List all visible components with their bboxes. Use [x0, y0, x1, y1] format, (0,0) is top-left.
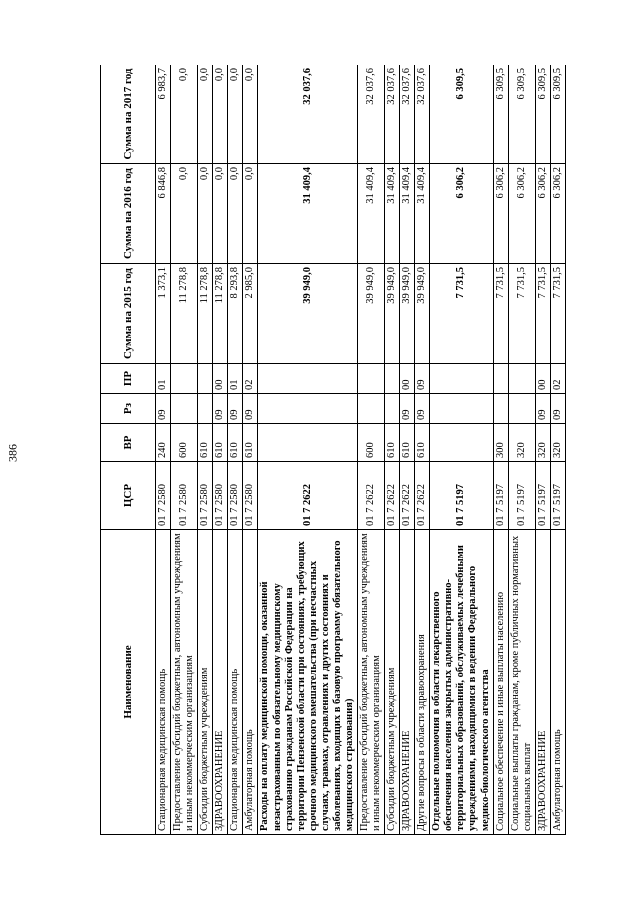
- cell-vr: 600: [171, 424, 198, 462]
- cell-csr: 01 7 2622: [258, 462, 358, 530]
- cell-csr: 01 7 2580: [198, 462, 213, 530]
- header-csr: ЦСР: [101, 462, 156, 530]
- table-row: [213, 65, 228, 835]
- cell-vr: 240: [156, 424, 171, 462]
- header-sum-2017: Сумма на 2017 год: [101, 65, 156, 164]
- cell-sum-2016: 31 409,4: [258, 164, 358, 264]
- table-row: [198, 65, 213, 835]
- table-row: [385, 65, 400, 835]
- cell-vr: 610: [243, 424, 258, 462]
- cell-name: Другие вопросы в области здравоохранения: [415, 530, 430, 835]
- cell-vr: 600: [357, 424, 384, 462]
- table-row: [430, 65, 493, 835]
- cell-sum-2016: 6 306,2: [550, 164, 565, 264]
- cell-rz: [430, 394, 493, 424]
- cell-sum-2017: 32 037,6: [415, 65, 430, 164]
- header-rz: Рз: [101, 394, 156, 424]
- cell-pr: 00: [535, 364, 550, 394]
- cell-csr: 01 7 5197: [535, 462, 550, 530]
- cell-sum-2016: 31 409,4: [415, 164, 430, 264]
- cell-name: Расходы на оплату медицинской помощи, оказанной незастрахованным по обязательному медицинскому страхованию гражданам Российской Федерации на территории Пензенской области при состояниях, требующих срочного медицинского вмешательства (при несчастных случаях, травмах, отравлениях и других состояниях и заболеваниях, входящих в базовую программу обязательного медицинского страхования): [258, 530, 358, 835]
- cell-rz: 09: [228, 394, 243, 424]
- cell-sum-2017: 6 309,5: [550, 65, 565, 164]
- cell-csr: 01 7 5197: [508, 462, 535, 530]
- cell-name: Предоставление субсидий бюджетным, автономным учреждениям и иным некоммерческим организациям: [357, 530, 384, 835]
- cell-sum-2016: 6 306,2: [508, 164, 535, 264]
- cell-sum-2017: 0,0: [198, 65, 213, 164]
- cell-pr: [258, 364, 358, 394]
- cell-csr: 01 7 5197: [493, 462, 508, 530]
- cell-sum-2016: 6 306,2: [535, 164, 550, 264]
- cell-name: Социальные выплаты гражданам, кроме публичных нормативных социальных выплат: [508, 530, 535, 835]
- table-row: [156, 65, 171, 835]
- cell-csr: 01 7 2580: [171, 462, 198, 530]
- cell-vr: 610: [198, 424, 213, 462]
- cell-csr: 01 7 2622: [385, 462, 400, 530]
- cell-vr: 320: [535, 424, 550, 462]
- cell-rz: 09: [213, 394, 228, 424]
- cell-sum-2015: 7 731,5: [550, 264, 565, 364]
- cell-sum-2017: 32 037,6: [357, 65, 384, 164]
- cell-sum-2017: 6 309,5: [430, 65, 493, 164]
- page-number: 386: [5, 443, 20, 462]
- cell-sum-2015: 7 731,5: [535, 264, 550, 364]
- cell-pr: [198, 364, 213, 394]
- cell-sum-2017: 32 037,6: [258, 65, 358, 164]
- cell-sum-2017: 6 983,7: [156, 65, 171, 164]
- cell-pr: [171, 364, 198, 394]
- cell-pr: [430, 364, 493, 394]
- cell-vr: 610: [400, 424, 415, 462]
- table-row: [357, 65, 384, 835]
- cell-pr: 01: [156, 364, 171, 394]
- cell-rz: 09: [400, 394, 415, 424]
- budget-table: [100, 65, 566, 835]
- cell-sum-2016: 0,0: [171, 164, 198, 264]
- table-row: [243, 65, 258, 835]
- cell-name: Субсидии бюджетным учреждениям: [198, 530, 213, 835]
- cell-vr: 610: [213, 424, 228, 462]
- cell-name: Социальное обеспечение и иные выплаты населению: [493, 530, 508, 835]
- cell-sum-2016: 31 409,4: [385, 164, 400, 264]
- cell-name: Амбулаторная помощь: [550, 530, 565, 835]
- cell-sum-2016: 0,0: [198, 164, 213, 264]
- cell-vr: [258, 424, 358, 462]
- header-pr: ПР: [101, 364, 156, 394]
- cell-pr: [508, 364, 535, 394]
- table-row: [550, 65, 565, 835]
- cell-pr: 02: [550, 364, 565, 394]
- table-row: [400, 65, 415, 835]
- cell-sum-2015: 39 949,0: [258, 264, 358, 364]
- cell-sum-2016: 31 409,4: [357, 164, 384, 264]
- cell-sum-2015: 1 373,1: [156, 264, 171, 364]
- cell-name: ЗДРАВООХРАНЕНИЕ: [535, 530, 550, 835]
- cell-name: ЗДРАВООХРАНЕНИЕ: [213, 530, 228, 835]
- cell-pr: [493, 364, 508, 394]
- header-name: Наименование: [101, 530, 156, 835]
- table-row: [415, 65, 430, 835]
- cell-vr: 610: [228, 424, 243, 462]
- table-header-row: [101, 65, 156, 835]
- cell-sum-2016: 0,0: [243, 164, 258, 264]
- cell-pr: [357, 364, 384, 394]
- table-row: [508, 65, 535, 835]
- cell-rz: 09: [550, 394, 565, 424]
- cell-vr: 300: [493, 424, 508, 462]
- cell-csr: 01 7 2622: [415, 462, 430, 530]
- cell-sum-2016: 0,0: [213, 164, 228, 264]
- cell-rz: 09: [535, 394, 550, 424]
- cell-rz: [258, 394, 358, 424]
- table-row: [535, 65, 550, 835]
- cell-csr: 01 7 2580: [228, 462, 243, 530]
- cell-rz: [357, 394, 384, 424]
- cell-sum-2017: 6 309,5: [508, 65, 535, 164]
- cell-name: Стационарная медицинская помощь: [156, 530, 171, 835]
- cell-sum-2017: 32 037,6: [385, 65, 400, 164]
- cell-sum-2017: 0,0: [213, 65, 228, 164]
- cell-csr: 01 7 2622: [400, 462, 415, 530]
- cell-sum-2017: 6 309,5: [493, 65, 508, 164]
- cell-rz: [171, 394, 198, 424]
- cell-name: Отдельные полномочия в области лекарственного обеспечения населения закрытых административно-территориальных образований, обслуживаемых лечебными учреждениями, находящимися в ведении Федерального медико-биологического агентства: [430, 530, 493, 835]
- cell-rz: 09: [415, 394, 430, 424]
- cell-vr: 610: [415, 424, 430, 462]
- cell-rz: 09: [243, 394, 258, 424]
- cell-vr: 320: [508, 424, 535, 462]
- cell-pr: [385, 364, 400, 394]
- cell-pr: 02: [243, 364, 258, 394]
- cell-csr: 01 7 2580: [243, 462, 258, 530]
- cell-sum-2015: 11 278,8: [198, 264, 213, 364]
- cell-sum-2016: 6 306,2: [493, 164, 508, 264]
- cell-sum-2015: 7 731,5: [430, 264, 493, 364]
- cell-sum-2015: 39 949,0: [385, 264, 400, 364]
- cell-csr: 01 7 2580: [213, 462, 228, 530]
- cell-pr: 00: [400, 364, 415, 394]
- cell-vr: [430, 424, 493, 462]
- cell-sum-2015: 39 949,0: [357, 264, 384, 364]
- table-row: [228, 65, 243, 835]
- cell-pr: 00: [213, 364, 228, 394]
- cell-csr: 01 7 5197: [550, 462, 565, 530]
- cell-name: Стационарная медицинская помощь: [228, 530, 243, 835]
- cell-sum-2015: 2 985,0: [243, 264, 258, 364]
- cell-csr: 01 7 5197: [430, 462, 493, 530]
- cell-vr: 320: [550, 424, 565, 462]
- cell-sum-2017: 0,0: [243, 65, 258, 164]
- cell-sum-2017: 6 309,5: [535, 65, 550, 164]
- table-row: [493, 65, 508, 835]
- cell-name: Амбулаторная помощь: [243, 530, 258, 835]
- table-row: [258, 65, 358, 835]
- cell-sum-2015: 8 293,8: [228, 264, 243, 364]
- cell-rz: [508, 394, 535, 424]
- cell-sum-2015: 11 278,8: [171, 264, 198, 364]
- cell-name: ЗДРАВООХРАНЕНИЕ: [400, 530, 415, 835]
- cell-rz: [493, 394, 508, 424]
- cell-name: Субсидии бюджетным учреждениям: [385, 530, 400, 835]
- budget-table-frame: [100, 65, 570, 835]
- table-body: [156, 65, 566, 835]
- cell-pr: 01: [228, 364, 243, 394]
- cell-rz: [198, 394, 213, 424]
- rotated-table-container: [100, 65, 570, 835]
- cell-sum-2015: 39 949,0: [415, 264, 430, 364]
- cell-rz: [385, 394, 400, 424]
- cell-rz: 09: [156, 394, 171, 424]
- cell-name: Предоставление субсидий бюджетным, автономным учреждениям и иным некоммерческим организациям: [171, 530, 198, 835]
- cell-sum-2015: 39 949,0: [400, 264, 415, 364]
- cell-sum-2016: 31 409,4: [400, 164, 415, 264]
- cell-pr: 09: [415, 364, 430, 394]
- header-sum-2016: Сумма на 2016 год: [101, 164, 156, 264]
- table-row: [171, 65, 198, 835]
- header-vr: ВР: [101, 424, 156, 462]
- cell-sum-2016: 6 846,8: [156, 164, 171, 264]
- cell-sum-2015: 11 278,8: [213, 264, 228, 364]
- cell-sum-2016: 0,0: [228, 164, 243, 264]
- cell-sum-2016: 6 306,2: [430, 164, 493, 264]
- cell-sum-2017: 0,0: [171, 65, 198, 164]
- cell-csr: 01 7 2580: [156, 462, 171, 530]
- header-sum-2015: Сумма на 2015 год: [101, 264, 156, 364]
- cell-sum-2015: 7 731,5: [493, 264, 508, 364]
- cell-csr: 01 7 2622: [357, 462, 384, 530]
- cell-vr: 610: [385, 424, 400, 462]
- cell-sum-2017: 32 037,6: [400, 65, 415, 164]
- cell-sum-2015: 7 731,5: [508, 264, 535, 364]
- cell-sum-2017: 0,0: [228, 65, 243, 164]
